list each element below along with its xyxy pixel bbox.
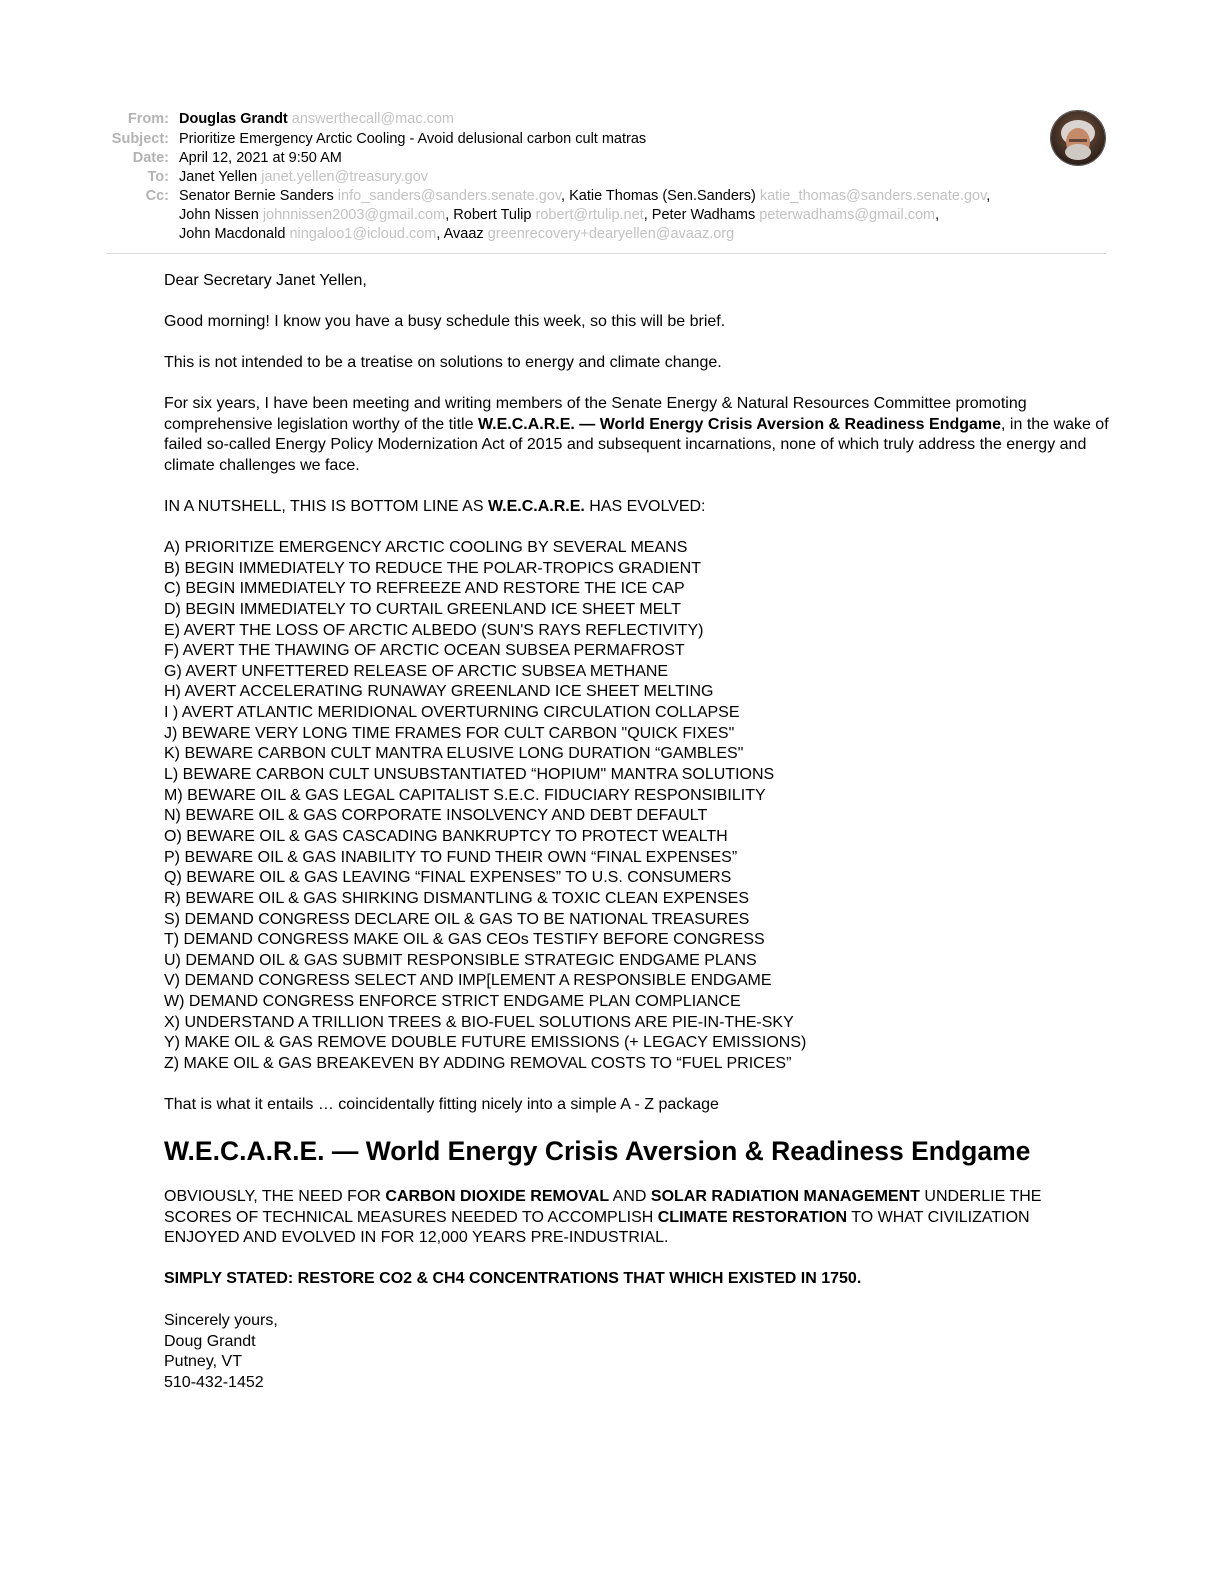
cc-email[interactable]: johnnissen2003@gmail.com — [262, 207, 446, 223]
list-item: J) BEWARE VERY LONG TIME FRAMES FOR CULT CARBON "QUICK FIXES" — [164, 724, 735, 742]
list-item: V) DEMAND CONGRESS SELECT AND IMP[LEMENT A RESPONSIBLE ENDGAME — [164, 972, 772, 990]
cc-email[interactable]: peterwadhams@gmail.com — [759, 207, 936, 223]
greeting: Dear Secretary Janet Yellen, — [164, 272, 367, 289]
cc-name[interactable]: Katie Thomas (Sen.Sanders) — [569, 188, 756, 204]
list-item: F) AVERT THE THAWING OF ARCTIC OCEAN SUBSEA PERMAFROST — [164, 642, 685, 660]
cc-separator: , — [445, 207, 450, 223]
list-item: G) AVERT UNFETTERED RELEASE OF ARCTIC SUBSEA METHANE — [164, 662, 669, 680]
sender-email[interactable]: answerthecall@mac.com — [291, 111, 454, 127]
list-item: P) BEWARE OIL & GAS INABILITY TO FUND THEIR OWN “FINAL EXPENSES” — [164, 848, 738, 866]
cc-separator: , — [561, 188, 566, 204]
list-item: B) BEGIN IMMEDIATELY TO REDUCE THE POLAR-TROPICS GRADIENT — [164, 559, 701, 577]
simply-stated: SIMPLY STATED: RESTORE CO2 & CH4 CONCENTRATIONS THAT WHICH EXISTED IN 1750. — [164, 1270, 862, 1287]
list-item: U) DEMAND OIL & GAS SUBMIT RESPONSIBLE STRATEGIC ENDGAME PLANS — [164, 951, 757, 969]
cc-label: Cc: — [145, 188, 169, 204]
cc-email[interactable]: greenrecovery+dearyellen@avaaz.org — [487, 226, 735, 242]
list-item: Q) BEWARE OIL & GAS LEAVING “FINAL EXPENSES” TO U.S. CONSUMERS — [164, 869, 732, 887]
obv-text: TO WHAT CIVILIZATION ENJOYED AND EVOLVED IN FOR 12,000 YEARS PRE-INDUSTRIAL. — [164, 1208, 1030, 1247]
paragraph-3 — [164, 394, 1109, 476]
cc-name[interactable]: Robert Tulip — [453, 207, 532, 223]
list-item: E) AVERT THE LOSS OF ARCTIC ALBEDO (SUN'S RAYS REFLECTIVITY) — [164, 621, 704, 639]
obviously-paragraph — [164, 1187, 1094, 1249]
list-item: W) DEMAND CONGRESS ENFORCE STRICT ENDGAME PLAN COMPLIANCE — [164, 993, 741, 1011]
list-item: C) BEGIN IMMEDIATELY TO REFREEZE AND RESTORE THE ICE CAP — [164, 580, 685, 598]
cc-separator: , — [436, 226, 441, 242]
obv-cdr: CARBON DIOXIDE REMOVAL — [385, 1188, 610, 1205]
list-item: H) AVERT ACCELERATING RUNAWAY GREENLAND ICE SHEET MELTING — [164, 683, 714, 701]
paragraph-1: Good morning! I know you have a busy schedule this week, so this will be brief. — [164, 313, 726, 330]
sender-avatar — [1050, 110, 1106, 166]
obv-srm: SOLAR RADIATION MANAGEMENT — [650, 1188, 920, 1205]
list-item: N) BEWARE OIL & GAS CORPORATE INSOLVENCY AND DEBT DEFAULT — [164, 807, 708, 825]
paragraph-2: This is not intended to be a treatise on solutions to energy and climate change. — [164, 354, 722, 371]
list-item: M) BEWARE OIL & GAS LEGAL CAPITALIST S.E.C. FIDUCIARY RESPONSIBILITY — [164, 786, 766, 804]
signature-name: Doug Grandt — [164, 1333, 256, 1350]
obv-text: OBVIOUSLY, THE NEED FOR — [164, 1188, 386, 1205]
list-item: D) BEGIN IMMEDIATELY TO CURTAIL GREENLAND ICE SHEET MELT — [164, 600, 681, 618]
cc-separator: , — [986, 188, 991, 204]
cc-name[interactable]: Peter Wadhams — [651, 207, 756, 223]
list-item: Y) MAKE OIL & GAS REMOVE DOUBLE FUTURE EMISSIONS (+ LEGACY EMISSIONS) — [164, 1034, 807, 1052]
obv-climate-restoration: CLIMATE RESTORATION — [657, 1208, 848, 1226]
nutshell-text: IN A NUTSHELL, THIS IS BOTTOM LINE AS — [164, 498, 488, 515]
obv-text: AND — [609, 1188, 651, 1205]
list-item: O) BEWARE OIL & GAS CASCADING BANKRUPTCY TO PROTECT WEALTH — [164, 827, 728, 845]
list-item: Z) MAKE OIL & GAS BREAKEVEN BY ADDING REMOVAL COSTS TO “FUEL PRICES” — [164, 1055, 792, 1072]
list-item: X) UNDERSTAND A TRILLION TREES & BIO-FUEL SOLUTIONS ARE PIE-IN-THE-SKY — [164, 1013, 794, 1031]
cc-email[interactable]: robert@rtulip.net — [535, 207, 644, 223]
paragraph-3-text-end: , in the wake of failed so-called Energy Policy Modernization Act of 2015 and subsequent incarnations, none of which truly address the energy and climate challenges we face. — [164, 415, 1109, 474]
date-label: Date: — [132, 150, 169, 166]
wecare-title-inline: W.E.C.A.R.E. — World Energy Crisis Aversion & Readiness Endgame — [477, 415, 1002, 433]
nutshell-text-end: HAS EVOLVED: — [584, 498, 706, 515]
signature-phone: 510-432-1452 — [164, 1374, 264, 1391]
wecare-heading: W.E.C.A.R.E. — World Energy Crisis Aversion & Readiness Endgame — [164, 1136, 1031, 1166]
list-item: L) BEWARE CARBON CULT UNSUBSTANTIATED “HOPIUM" MANTRA SOLUTIONS — [164, 766, 775, 784]
signature-place: Putney, VT — [164, 1353, 242, 1370]
list-item: K) BEWARE CARBON CULT MANTRA ELUSIVE LONG DURATION “GAMBLES" — [164, 745, 744, 763]
recipient-name[interactable]: Janet Yellen — [179, 169, 258, 185]
cc-separator: , — [643, 207, 648, 223]
sender-name[interactable]: Douglas Grandt — [179, 111, 288, 127]
cc-name[interactable]: Avaaz — [443, 226, 484, 242]
cc-name[interactable]: John Macdonald — [179, 226, 286, 242]
avatar-photo-icon — [1051, 111, 1105, 165]
signoff: Sincerely yours, — [164, 1312, 278, 1329]
cc-name[interactable]: John Nissen — [179, 207, 259, 223]
cc-email[interactable]: info_sanders@sanders.senate.gov — [337, 188, 562, 204]
cc-email[interactable]: ningaloo1@icloud.com — [289, 226, 437, 242]
nutshell-wecare: W.E.C.A.R.E. — [487, 498, 585, 515]
list-item: A) PRIORITIZE EMERGENCY ARCTIC COOLING BY SEVERAL MEANS — [164, 539, 688, 556]
cc-separator: , — [935, 207, 940, 223]
cc-email[interactable]: katie_thomas@sanders.senate.gov — [759, 188, 987, 204]
list-item: R) BEWARE OIL & GAS SHIRKING DISMANTLING & TOXIC CLEAN EXPENSES — [164, 889, 750, 907]
from-label: From: — [127, 111, 169, 127]
subject-label: Subject: — [111, 131, 169, 147]
entails-line: That is what it entails … coincidentally fitting nicely into a simple A - Z package — [164, 1096, 719, 1113]
list-item: T) DEMAND CONGRESS MAKE OIL & GAS CEOs TESTIFY BEFORE CONGRESS — [164, 931, 765, 949]
header-divider — [106, 253, 1106, 254]
cc-name[interactable]: Senator Bernie Sanders — [179, 188, 334, 204]
obv-text: UNDERLIE THE SCORES OF TECHNICAL MEASURES NEEDED TO ACCOMPLISH — [164, 1188, 1042, 1226]
nutshell-line — [164, 497, 706, 518]
date-text: April 12, 2021 at 9:50 AM — [179, 150, 342, 166]
to-label: To: — [147, 169, 169, 185]
subject-text: Prioritize Emergency Arctic Cooling - Avoid delusional carbon cult matras — [179, 131, 647, 147]
list-item: I ) AVERT ATLANTIC MERIDIONAL OVERTURNING CIRCULATION COLLAPSE — [164, 704, 740, 722]
list-item: S) DEMAND CONGRESS DECLARE OIL & GAS TO BE NATIONAL TREASURES — [164, 910, 750, 928]
paragraph-3-text: For six years, I have been meeting and writing members of the Senate Energy & Natural Resources Committee promoting comprehensive legislation worthy of the title — [164, 395, 1027, 433]
recipient-email[interactable]: janet.yellen@treasury.gov — [261, 169, 429, 185]
